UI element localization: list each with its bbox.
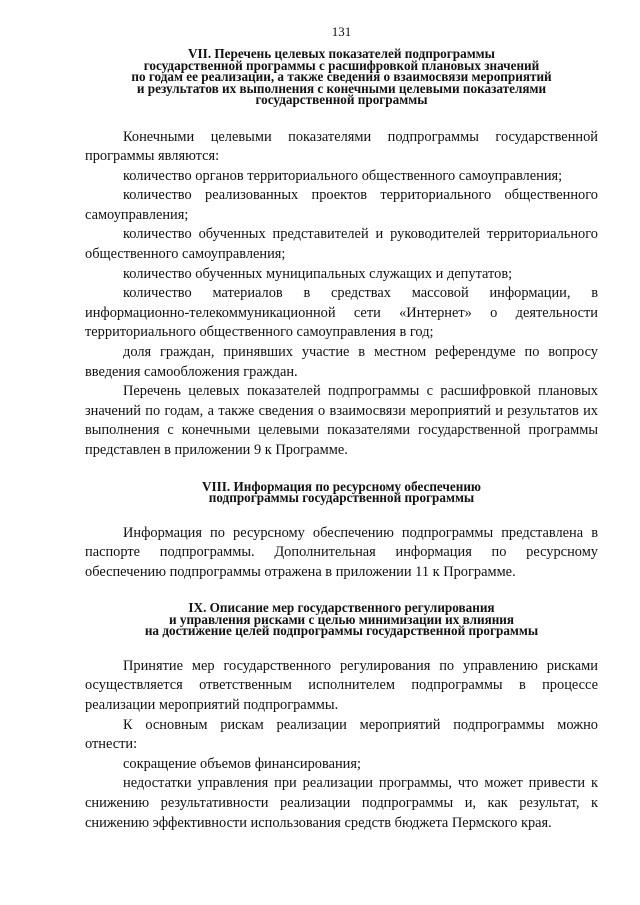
- section-8-body: [85, 524, 598, 583]
- section-7-title-line: VII. Перечень целевых показателей подпрограммы: [188, 46, 495, 61]
- list-item: количество обученных муниципальных служащих и депутатов;: [123, 265, 513, 282]
- list-item: доля граждан, принявших участие в местном референдуме по вопросу введения самообложения граждан.: [85, 344, 598, 380]
- section-9-title: [85, 602, 598, 637]
- section-7-title: [85, 48, 598, 106]
- list-item: количество реализованных проектов территориального общественного самоуправления;: [85, 187, 598, 223]
- section-9-title-line: на достижение целей подпрограммы государственной программы: [144, 623, 539, 639]
- section-8-title-line: VIII. Информация по ресурсному обеспечению: [201, 478, 482, 494]
- paragraph: К основным рискам реализации мероприятий подпрограммы можно отнести:: [85, 716, 598, 753]
- section-8-title-line: подпрограммы государственной программы: [208, 490, 475, 506]
- list-item: количество материалов в средствах массовой информации, в информационно-телекоммуникационной сети «Интернет» о деятельности территориального общественного самоуправления в год;: [85, 285, 598, 341]
- page-number: 131: [331, 24, 352, 39]
- paragraph: Принятие мер государственного регулирования по управлению рисками осуществляется ответственным исполнителем подпрограммы в процессе реализации мероприятий подпрограммы.: [85, 657, 598, 714]
- section-7-title-line: и результатов их выполнения с конечными целевыми показателями: [136, 80, 547, 96]
- section-9-body: [85, 657, 598, 833]
- paragraph: Информация по ресурсному обеспечению подпрограммы представлена в паспорте подпрограммы. Дополнительная информация по ресурсному обеспечению подпрограммы отражена в приложении 11 к Программе.: [85, 524, 598, 580]
- paragraph: Перечень целевых показателей подпрограммы с расшифровкой плановых значений по годам, а также сведения о взаимосвязи мероприятий и результатов их выполнения с конечными целевыми показателями государственной программы представлен в приложении 9 к Программе.: [85, 383, 598, 458]
- section-9-title-line: и управления рисками с целью минимизации их влияния: [168, 611, 515, 627]
- list-item: недостатки управления при реализации программы, что может привести к снижению результативности реализации подпрограммы и, как результат, к снижению эффективности использования средств бюджета Пермского края.: [85, 775, 598, 831]
- list-item: количество обученных представителей и руководителей территориального общественного самоуправления;: [85, 226, 598, 263]
- section-7-body: [85, 128, 598, 461]
- section-7-title-line: по годам ее реализации, а также сведения о взаимосвязи мероприятий: [131, 69, 552, 84]
- section-7-title-line: государственной программы с расшифровкой плановых значений: [143, 57, 540, 73]
- section-9-title-line: IX. Описание мер государственного регулирования: [188, 600, 495, 616]
- list-item: сокращение объемов финансирования;: [123, 755, 362, 772]
- section-7-title-line: государственной программы: [255, 92, 428, 107]
- paragraph: Конечными целевыми показателями подпрограммы государственной программы являются:: [85, 128, 598, 165]
- list-item: количество органов территориального общественного самоуправления;: [123, 167, 563, 184]
- section-8-title: [85, 478, 598, 506]
